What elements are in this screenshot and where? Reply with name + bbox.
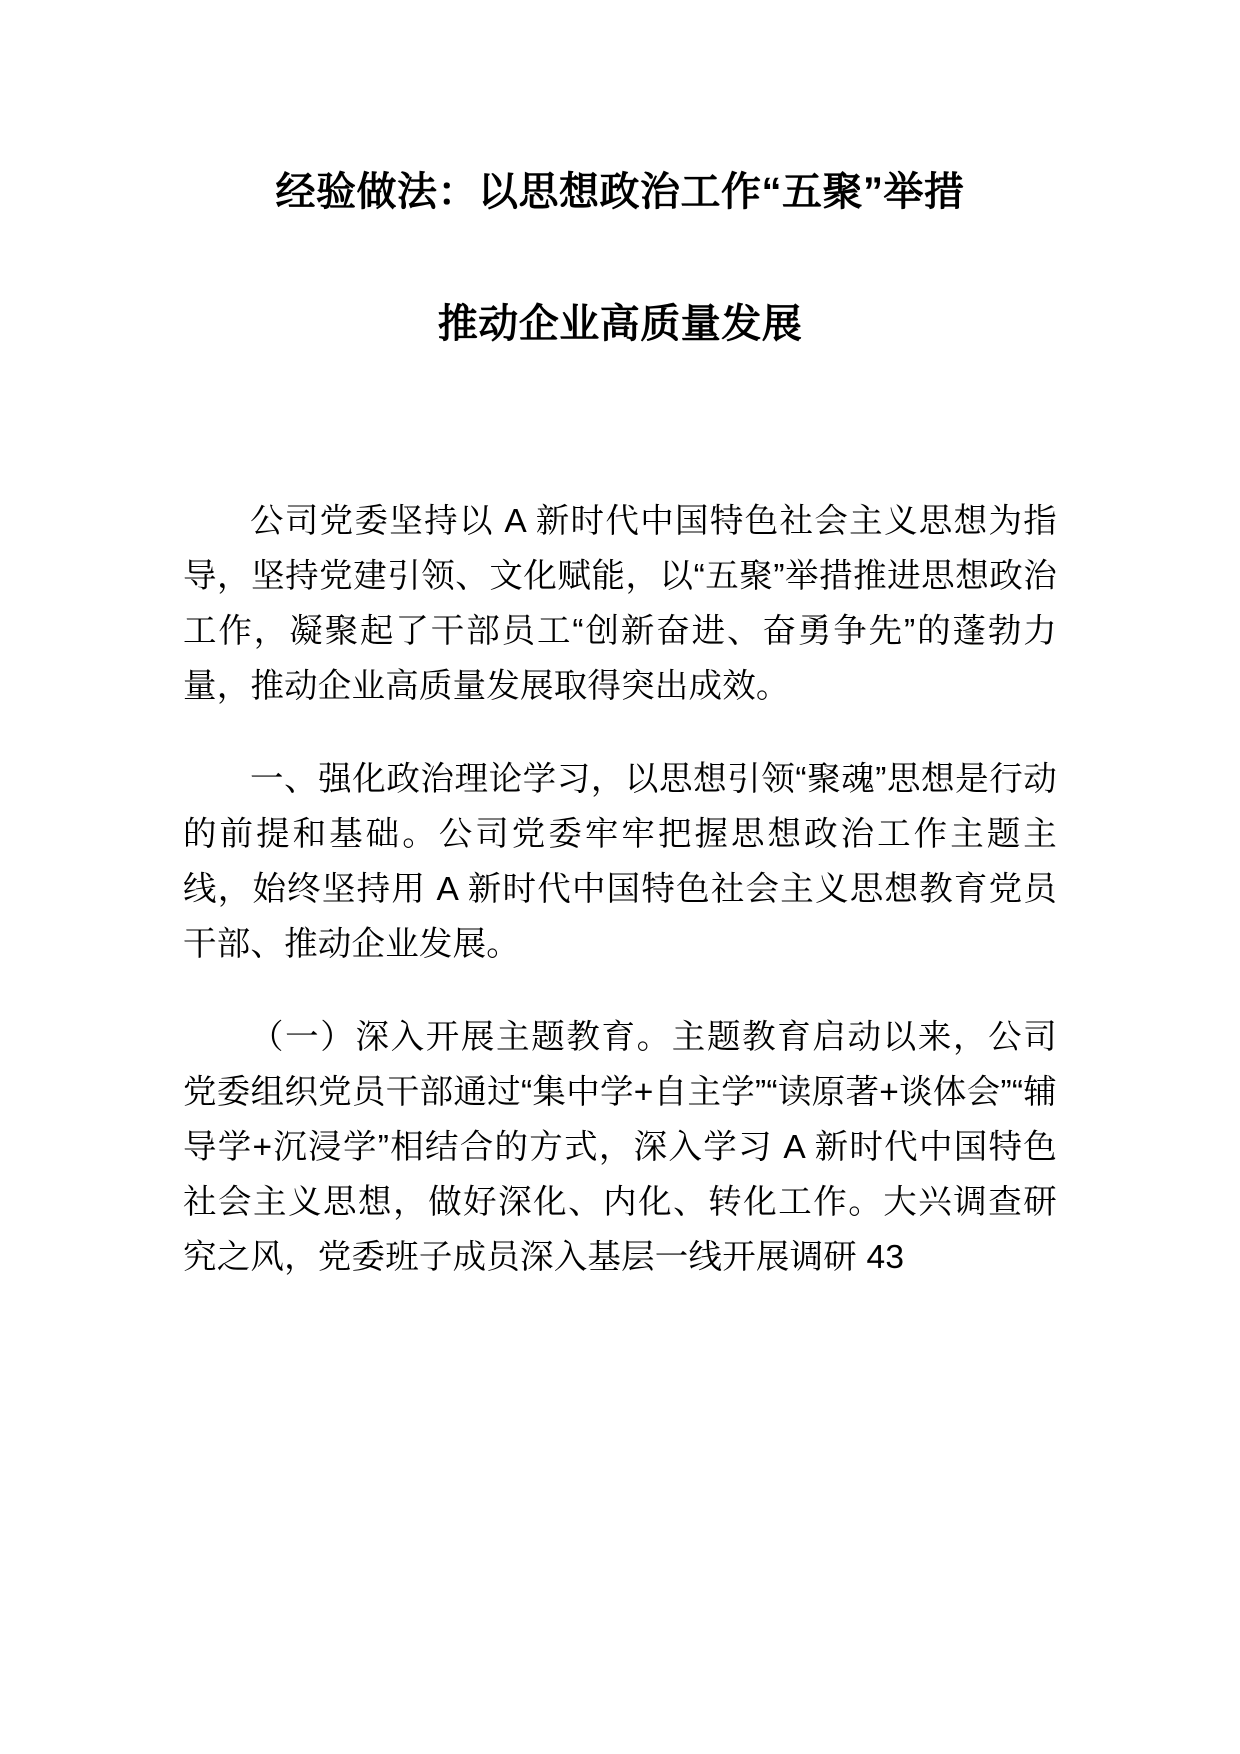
paragraph-subsection-one: （一）深入开展主题教育。主题教育启动以来，公司党委组织党员干部通过“集中学+自主学”“读原著+谈体会”“辅导学+沉浸学”相结合的方式，深入学习 A 新时代中国特色社会主义思想，做好深化、内化、转化工作。大兴调查研究之风，党委班子成员深入基层一线开展调研 43 <box>183 1019 1057 1276</box>
document-content <box>183 0 1057 1285</box>
document-body <box>183 344 1057 1285</box>
paragraph-intro: 公司党委坚持以 A 新时代中国特色社会主义思想为指导，坚持党建引领、文化赋能，以“五聚”举措推进思想政治工作，凝聚起了干部员工“创新奋进、奋勇争先”的蓬勃力量，推动企业高质量发展取得突出成效。 <box>183 503 1057 705</box>
document-title-line-2: 推动企业高质量发展 <box>437 302 803 346</box>
paragraph-section-one: 一、强化政治理论学习，以思想引领“聚魂”思想是行动的前提和基础。公司党委牢牢把握思想政治工作主题主线，始终坚持用 A 新时代中国特色社会主义思想教育党员干部、推动企业发展。 <box>183 761 1057 963</box>
document-title-line-1: 经验做法：以思想政治工作“五聚”举措 <box>275 170 965 214</box>
